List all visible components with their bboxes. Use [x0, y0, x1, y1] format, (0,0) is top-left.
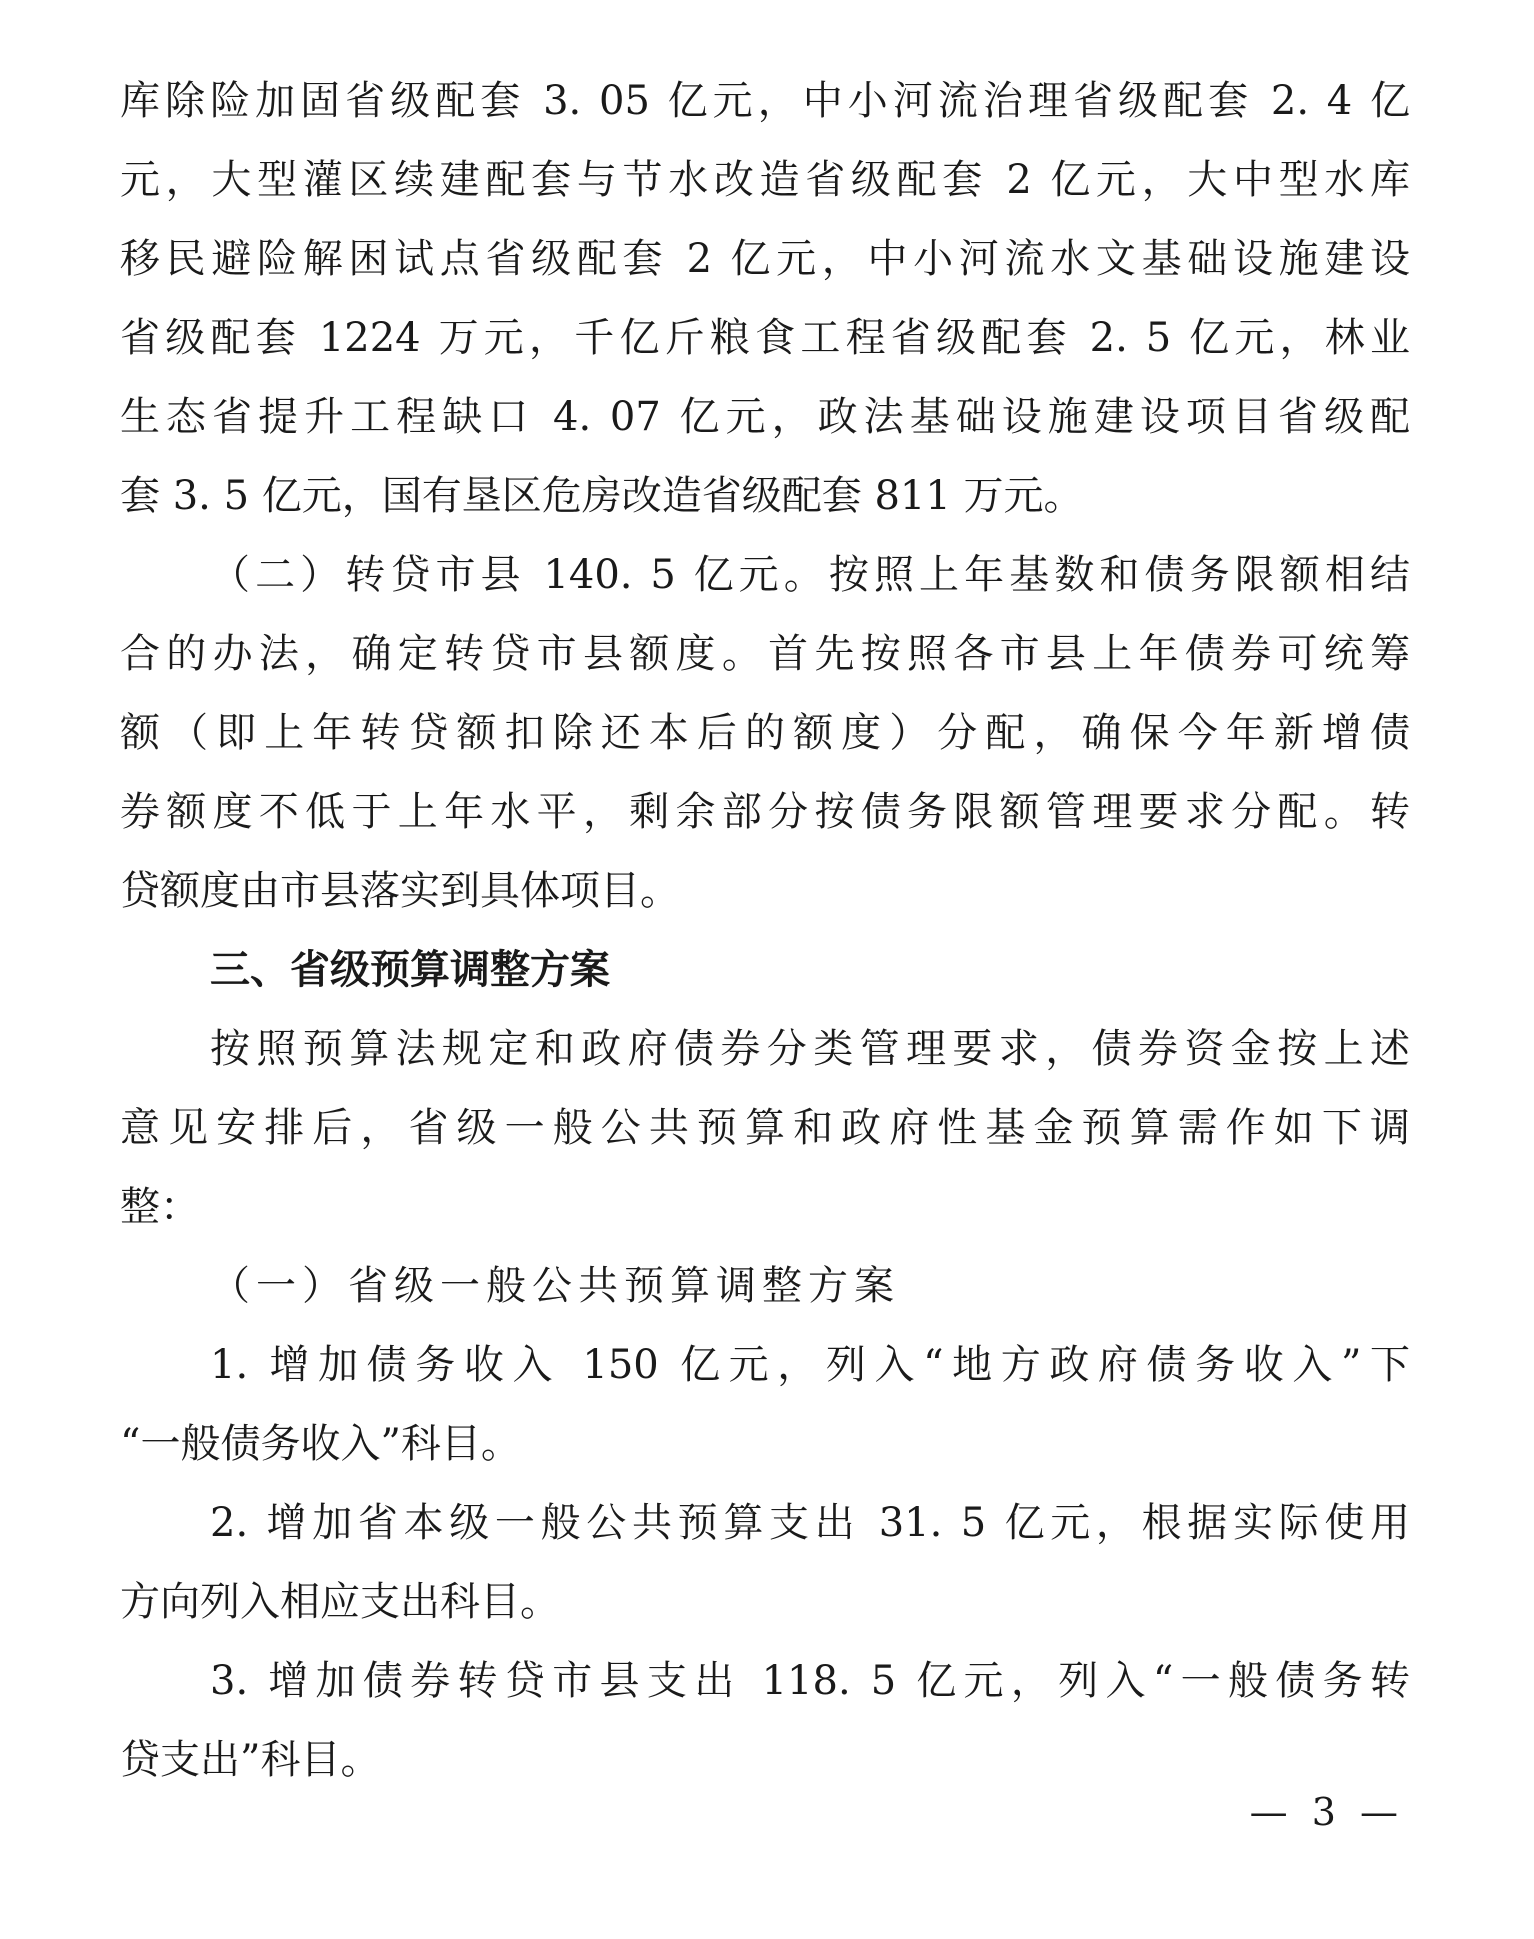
- body-line: 额（即上年转贷额扣除还本后的额度）分配，确保今年新增债: [120, 710, 1410, 756]
- section-paragraph-line: （二）转贷市县 140. 5 亿元。按照上年基数和债务限额相结: [210, 552, 1410, 598]
- body-line: 生态省提升工程缺口 4. 07 亿元，政法基础设施建设项目省级配: [120, 394, 1410, 440]
- body-line: 券额度不低于上年水平，剩余部分按债务限额管理要求分配。转: [120, 789, 1410, 835]
- page-number: — 3 —: [1249, 1790, 1404, 1834]
- body-line: 合的办法，确定转贷市县额度。首先按照各市县上年债券可统筹: [120, 631, 1410, 677]
- list-item-line: 2. 增加省本级一般公共预算支出 31. 5 亿元，根据实际使用: [210, 1500, 1410, 1546]
- list-item-line: 方向列入相应支出科目。: [120, 1579, 560, 1625]
- list-item-line: “一般债务收入”科目。: [120, 1421, 521, 1467]
- body-line: 省级配套 1224 万元，千亿斤粮食工程省级配套 2. 5 亿元，林业: [120, 315, 1410, 361]
- list-item-line: 贷支出”科目。: [120, 1737, 381, 1783]
- body-line: 元，大型灌区续建配套与节水改造省级配套 2 亿元，大中型水库: [120, 157, 1410, 203]
- body-line: 贷额度由市县落实到具体项目。: [120, 868, 680, 914]
- body-line: 套 3. 5 亿元，国有垦区危房改造省级配套 811 万元。: [120, 473, 1084, 519]
- list-item-line: 1. 增加债务收入 150 亿元，列入“地方政府债务收入”下: [210, 1342, 1410, 1388]
- subsection-heading: （一）省级一般公共预算调整方案: [210, 1263, 900, 1309]
- body-line: 意见安排后，省级一般公共预算和政府性基金预算需作如下调: [120, 1105, 1410, 1151]
- body-line: 按照预算法规定和政府债券分类管理要求，债券资金按上述: [210, 1026, 1410, 1072]
- document-body: [120, 70, 1410, 1808]
- section-heading: 三、省级预算调整方案: [210, 947, 610, 993]
- list-item-line: 3. 增加债券转贷市县支出 118. 5 亿元，列入“一般债务转: [210, 1658, 1410, 1704]
- body-line: 移民避险解困试点省级配套 2 亿元，中小河流水文基础设施建设: [120, 236, 1410, 282]
- body-line: 整：: [120, 1184, 200, 1230]
- body-line: 库除险加固省级配套 3. 05 亿元，中小河流治理省级配套 2. 4 亿: [120, 78, 1410, 124]
